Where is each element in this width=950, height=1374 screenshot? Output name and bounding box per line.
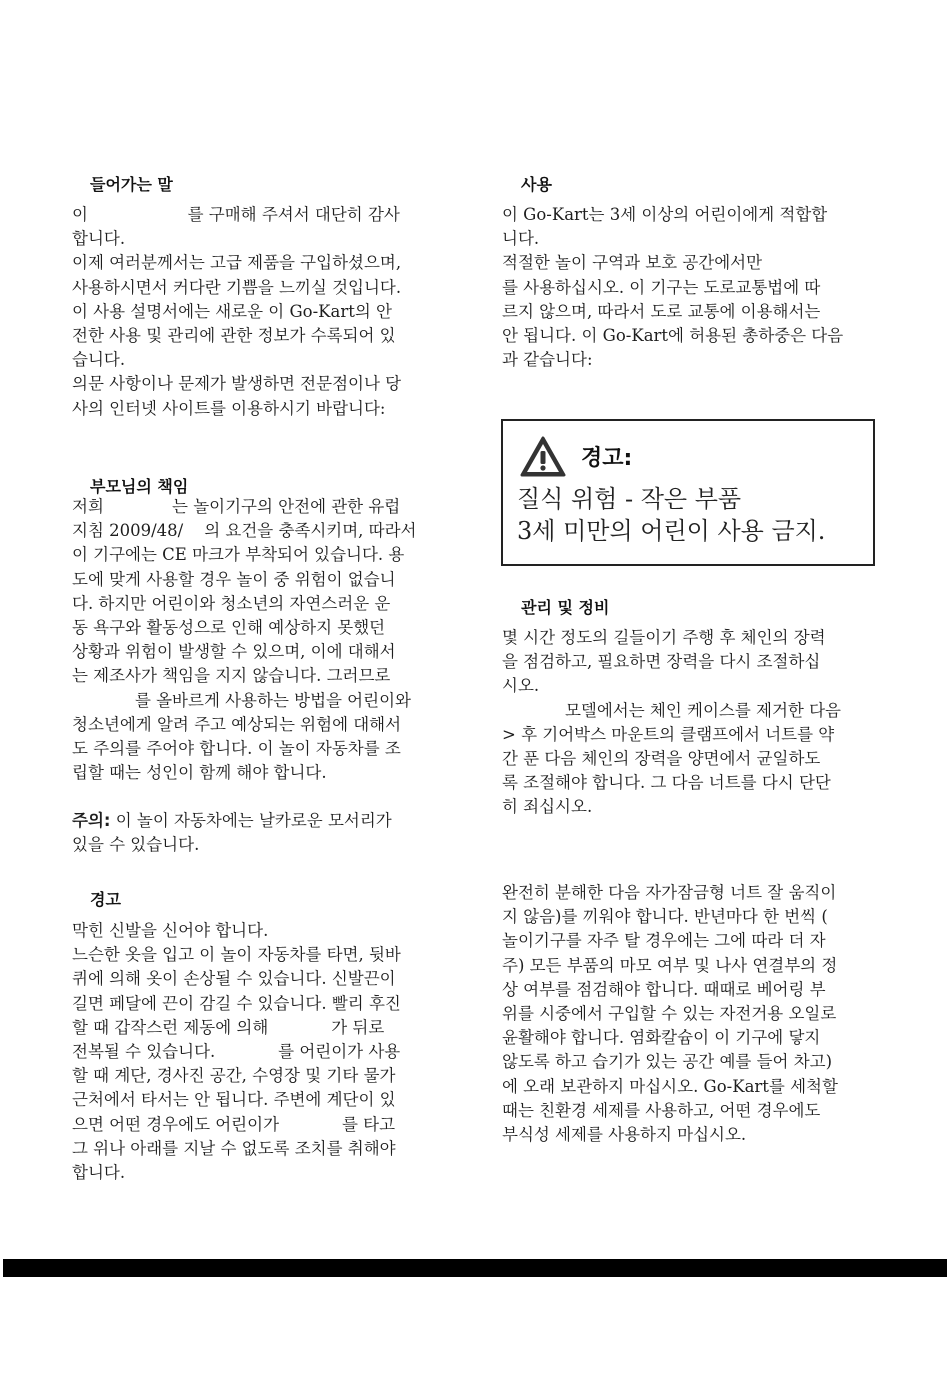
caution-label: 주의: [72,811,111,830]
text-line: 청소년에게 알려 주고 예상되는 위험에 대해서 [72,714,402,734]
text-line: 막힌 신발을 신어야 합니다. [72,921,269,940]
intro-heading: 들어가는 말 [90,175,173,194]
text-line: 사의 인터넷 사이트를 이용하시기 바랍니다: [72,398,386,418]
text-line: 안 됩니다. 이 Go-Kart에 허용된 총하중은 다음 [502,326,844,346]
footer-bar [3,1259,947,1277]
maintenance-heading: 관리 및 정비 [521,598,610,617]
text-line: 할 때 갑작스런 제동에 의해 가 뒤로 [72,1017,385,1037]
warning-triangle-icon [519,435,567,479]
text-line: 도에 맞게 사용할 경우 놀이 중 위험이 없습니 [72,569,396,589]
text-line: 부식성 세제를 사용하지 마십시오. [502,1125,747,1145]
text-line: 이 기구에는 CE 마크가 부착되어 있습니다. 용 [72,545,405,565]
text-line: 전한 사용 및 관리에 관한 정보가 수록되어 있 [72,326,396,346]
text-line: 주) 모든 부품의 마모 여부 및 나사 연결부의 정 [502,955,838,975]
text-line: 사용하시면서 커다란 기쁨을 느끼실 것입니다. [72,277,402,297]
text-line: 으면 어떤 경우에도 어린이가 를 타고 [72,1114,396,1134]
parents-heading: 부모님의 책임 [90,477,189,496]
text-line: 않도록 하고 습기가 있는 공간 예를 들어 차고) [502,1052,833,1072]
text-line: 그 위나 아래를 지날 수 없도록 조치를 취해야 [72,1138,396,1158]
text-line: 완전히 분해한 다음 자가잠금형 너트 잘 움직이 [502,883,837,902]
text-line: 간 푼 다음 체인의 장력을 양면에서 균일하도 [502,749,821,769]
text-line: 다. 하지만 어린이와 청소년의 자연스러운 운 [72,593,391,613]
text-line: 상황과 위험이 발생할 수 있으며, 이에 대해서 [72,642,396,662]
text-line: 지 않음)를 끼워야 합니다. 반년마다 한 번씩 ( [502,907,828,927]
text-line: 과 같습니다: [502,350,593,370]
text-line: 히 죄십시오. [502,797,593,817]
text-line: 위를 시중에서 구입할 수 있는 자전거용 오일로 [502,1004,837,1024]
text-line: 길면 페달에 끈이 감길 수 있습니다. 빨리 후진 [72,993,401,1013]
text-line: 습니다. [72,350,126,370]
text-line: 이 사용 설명서에는 새로운 이 Go-Kart의 안 [72,301,392,321]
text-line: 도 주의를 주어야 합니다. 이 놀이 자동차를 조 [72,739,401,759]
text-line: 놀이기구를 자주 탈 경우에는 그에 따라 더 자 [502,931,826,951]
warning-box-title: 경고: [581,446,633,471]
caution-note [72,809,392,857]
text-line: 의문 사항이나 문제가 발생하면 전문점이나 당 [72,374,402,394]
text-line: 때는 친환경 세제를 사용하고, 어떤 경우에도 [502,1100,821,1120]
warning-box-line-2: 3세 미만의 어린이 사용 금지. [517,517,826,545]
text-line: 을 점검하고, 필요하면 장력을 다시 조절하십 [502,652,821,672]
intro-text [72,203,401,421]
maintenance-text [502,626,841,820]
choking-warning-box [501,419,875,566]
text-line: 는 제조사가 책임을 지지 않습니다. 그러므로 [72,666,391,686]
text-line: 저희 는 놀이기구의 안전에 관한 유럽 [72,497,401,516]
text-line: 를 올바르게 사용하는 방법을 어린이와 [72,690,411,710]
text-line: 윤활해야 합니다. 염화칼슘이 이 기구에 닿지 [502,1028,821,1048]
text-line: 할 때 계단, 경사진 공간, 수영장 및 기타 물가 [72,1066,396,1086]
text-line: 록 조절해야 합니다. 그 다음 너트를 다시 단단 [502,773,831,793]
text-line: 이제 여러분께서는 고급 제품을 구입하셨으며, [72,253,402,273]
care-text [502,881,838,1147]
text-line: 적절한 놀이 구역과 보호 공간에서만 [502,253,763,273]
text-line: 니다. [502,229,540,249]
caution-text-line-2: 있을 수 있습니다. [72,835,200,855]
usage-text [502,203,843,372]
parents-text [72,495,416,785]
text-line: 느슨한 옷을 입고 이 놀이 자동차를 타면, 뒷바 [72,945,401,965]
text-line: 합니다. [72,229,126,249]
text-line: 에 오래 보관하지 마십시오. Go-Kart를 세척할 [502,1076,838,1096]
warning-heading: 경고 [90,890,121,909]
text-line: 전복될 수 있습니다. 를 어린이가 사용 [72,1042,401,1062]
text-line: 모델에서는 체인 케이스를 제거한 다음 [502,700,841,720]
text-line: 이 를 구매해 주셔서 대단히 감사 [72,205,400,224]
warning-box-text [517,483,825,547]
text-line: 동 욕구와 활동성으로 인해 예상하지 못했던 [72,618,386,638]
warning-text [72,919,401,1185]
text-line: 시오. [502,676,540,696]
text-line: 합니다. [72,1163,126,1183]
warning-box-line-1: 질식 위험 - 작은 부품 [517,485,742,513]
text-line: 립할 때는 성인이 함께 해야 합니다. [72,763,327,783]
text-line: 이 Go-Kart는 3세 이상의 어린이에게 적합합 [502,205,828,224]
text-line: 지침 2009/48/ 의 요건을 충족시키며, 따라서 [72,521,417,541]
text-line: > 후 기어박스 마운트의 클램프에서 너트를 약 [502,724,835,744]
usage-heading: 사용 [521,175,552,194]
text-line: 근처에서 타서는 안 됩니다. 주변에 계단이 있 [72,1090,396,1110]
caution-text-line-1: 이 놀이 자동차에는 날카로운 모서리가 [110,811,392,830]
text-line: 를 사용하십시오. 이 기구는 도로교통법에 따 [502,277,821,297]
text-line: 몇 시간 정도의 길들이기 주행 후 체인의 장력 [502,628,826,647]
text-line: 상 여부를 점검해야 합니다. 때때로 베어링 부 [502,979,826,999]
text-line: 퀴에 의해 옷이 손상될 수 있습니다. 신발끈이 [72,969,396,989]
text-line: 르지 않으며, 따라서 도로 교통에 이용해서는 [502,301,821,321]
